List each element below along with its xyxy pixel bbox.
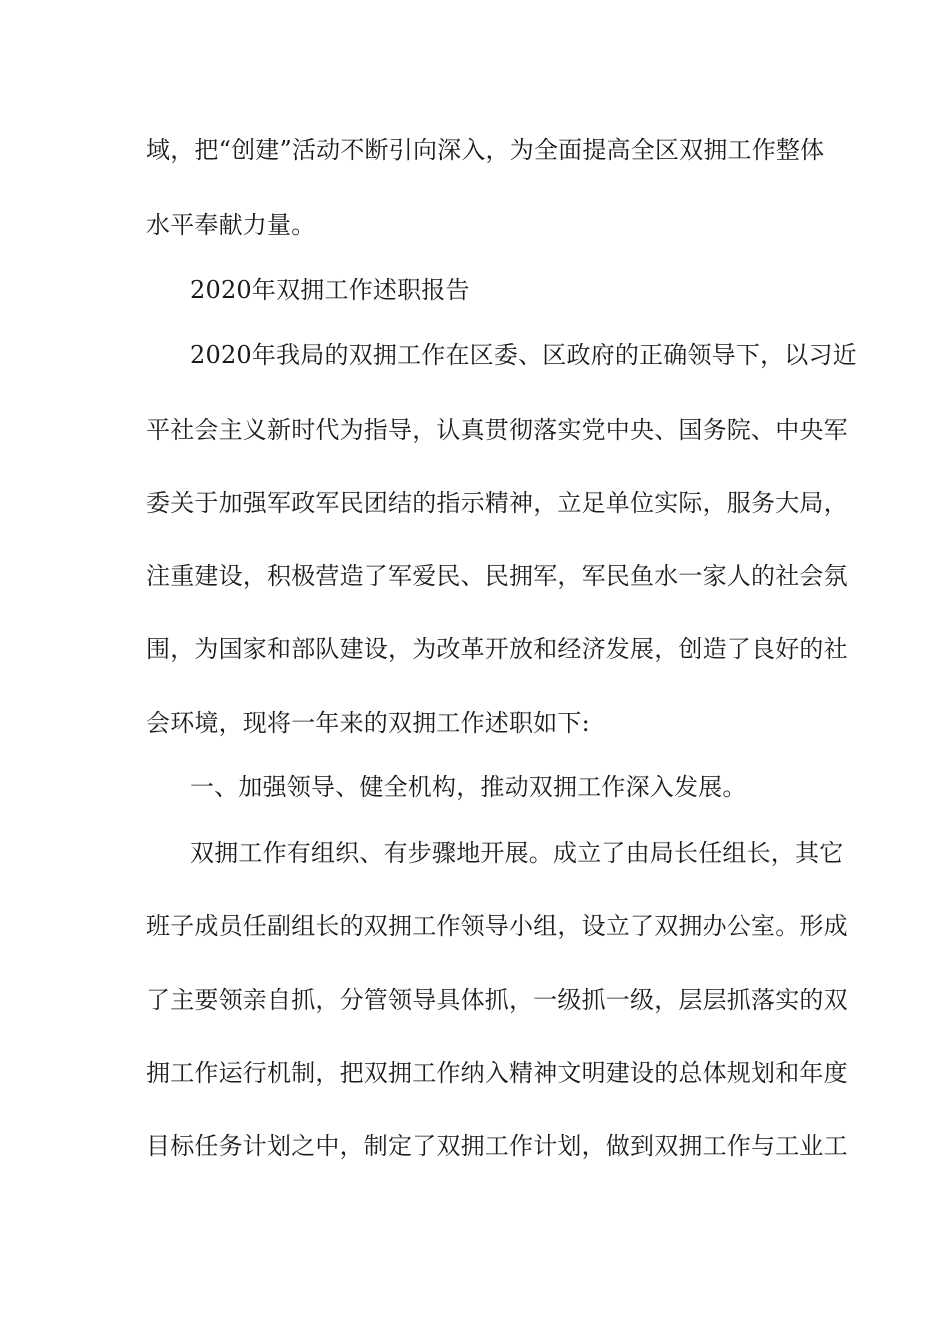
text-line: 2020年我局的双拥工作在区委、区政府的正确领导下，以习近 xyxy=(190,341,857,369)
heading-one: 一、加强领导、健全机构，推动双拥工作深入发展。 xyxy=(190,773,747,801)
text-line: 拥工作运行机制，把双拥工作纳入精神文明建设的总体规划和年度 xyxy=(146,1059,848,1087)
text-line: 会环境，现将一年来的双拥工作述职如下: xyxy=(146,709,590,737)
section-title: 2020年双拥工作述职报告 xyxy=(190,276,470,304)
text-line: 围，为国家和部队建设，为改革开放和经济发展，创造了良好的社 xyxy=(146,635,848,663)
text-line: 平社会主义新时代为指导，认真贯彻落实党中央、国务院、中央军 xyxy=(146,416,848,444)
text-line: 目标任务计划之中，制定了双拥工作计划，做到双拥工作与工业工 xyxy=(146,1132,848,1160)
text-line: 域，把“创建”活动不断引向深入，为全面提高全区双拥工作整体 xyxy=(146,136,825,164)
text-line: 了主要领亲自抓，分管领导具体抓，一级抓一级，层层抓落实的双 xyxy=(146,986,848,1014)
text-line: 水平奉献力量。 xyxy=(146,211,316,239)
text-line: 委关于加强军政军民团结的指示精神，立足单位实际，服务大局， xyxy=(146,489,848,517)
text-line: 班子成员任副组长的双拥工作领导小组，设立了双拥办公室。形成 xyxy=(146,912,848,940)
text-line: 双拥工作有组织、有步骤地开展。成立了由局长任组长，其它 xyxy=(190,839,844,867)
text-line: 注重建设，积极营造了军爱民、民拥军，军民鱼水一家人的社会氛 xyxy=(146,562,848,590)
